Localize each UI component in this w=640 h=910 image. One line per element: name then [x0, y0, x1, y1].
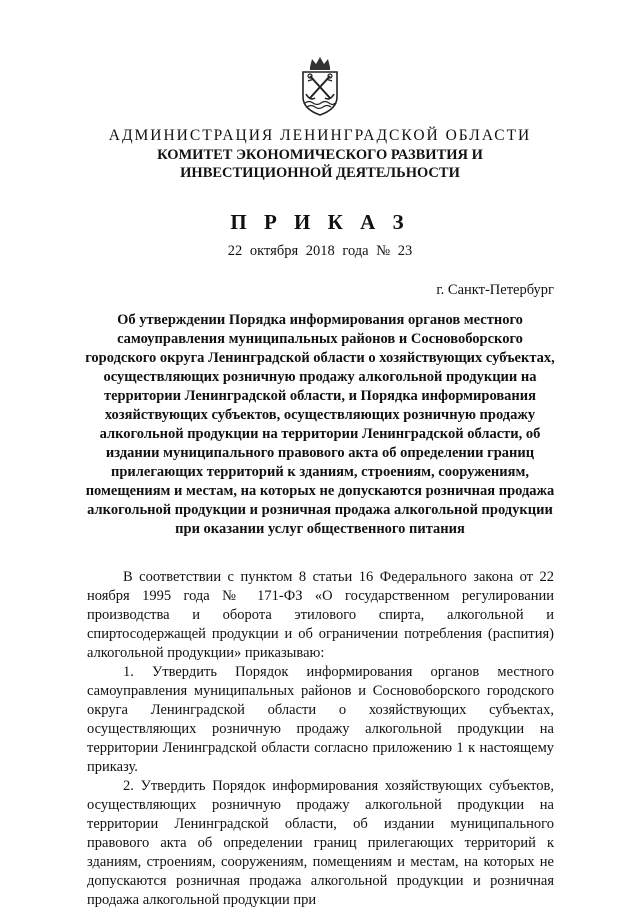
committee-name-line-2: ИНВЕСТИЦИОННОЙ ДЕЯТЕЛЬНОСТИ [180, 165, 460, 181]
document-body [87, 568, 554, 910]
committee-name-line-1: КОМИТЕТ ЭКОНОМИЧЕСКОГО РАЗВИТИЯ И [157, 147, 483, 163]
document-type-title: П Р И К А З [230, 210, 410, 234]
body-paragraph-item-2: 2. Утвердить Порядок информирования хозяйствующих субъектов, осуществляющих розничную продажу алкогольной продукции на территории Ленинградской области, об издании муниципального правового акта об определении границ прилегающих территорий к зданиям, строениям, сооружениям, помещениям и местам, на которых не допускаются розничная продажа алкогольной продукции и розничная продажа алкогольной продукции при [87, 778, 554, 908]
body-paragraph-preamble: В соответствии с пунктом 8 статьи 16 Федерального закона от 22 ноября 1995 года № 171-ФЗ «О государственном регулировании производства и оборота этилового спирта, алкогольной и спиртосодержащей продукции и об ограничении потребления (распития) алкогольной продукции» приказываю: [87, 569, 554, 661]
body-paragraph-item-1: 1. Утвердить Порядок информирования органов местного самоуправления муниципальных районов и Сосновоборского городского округа Ленинградской области о хозяйствующих субъектах, осуществляющих розничную продажу алкогольной продукции на территории Ленинградской области согласно приложению 1 к настоящему приказу. [87, 664, 554, 775]
document-subject: Об утверждении Порядка информирования органов местного самоуправления муниципальных районов и Сосновоборского городского округа Ленинградской области о хозяйствующих субъектах, осуществляющих розничную продажу алкогольной продукции на территории Ленинградской области, и Порядка информирования хозяйствующих субъектов, осуществляющих розничную продажу алкогольной продукции на территории Ленинградской области, об издании муниципального правового акта об определении границ прилегающих территорий к зданиям, строениям, сооружениям, помещениям и местам, на которых не допускаются розничная продажа алкогольной продукции и розничная продажа алкогольной продукции при оказании услуг общественного питания [85, 312, 555, 537]
administration-name: АДМИНИСТРАЦИЯ ЛЕНИНГРАДСКОЙ ОБЛАСТИ [108, 127, 532, 144]
document-city: г. Санкт-Петербург [436, 282, 554, 298]
document-date-number: 22 октября 2018 года № 23 [227, 243, 413, 259]
coat-of-arms-anchors-icon [299, 55, 341, 117]
